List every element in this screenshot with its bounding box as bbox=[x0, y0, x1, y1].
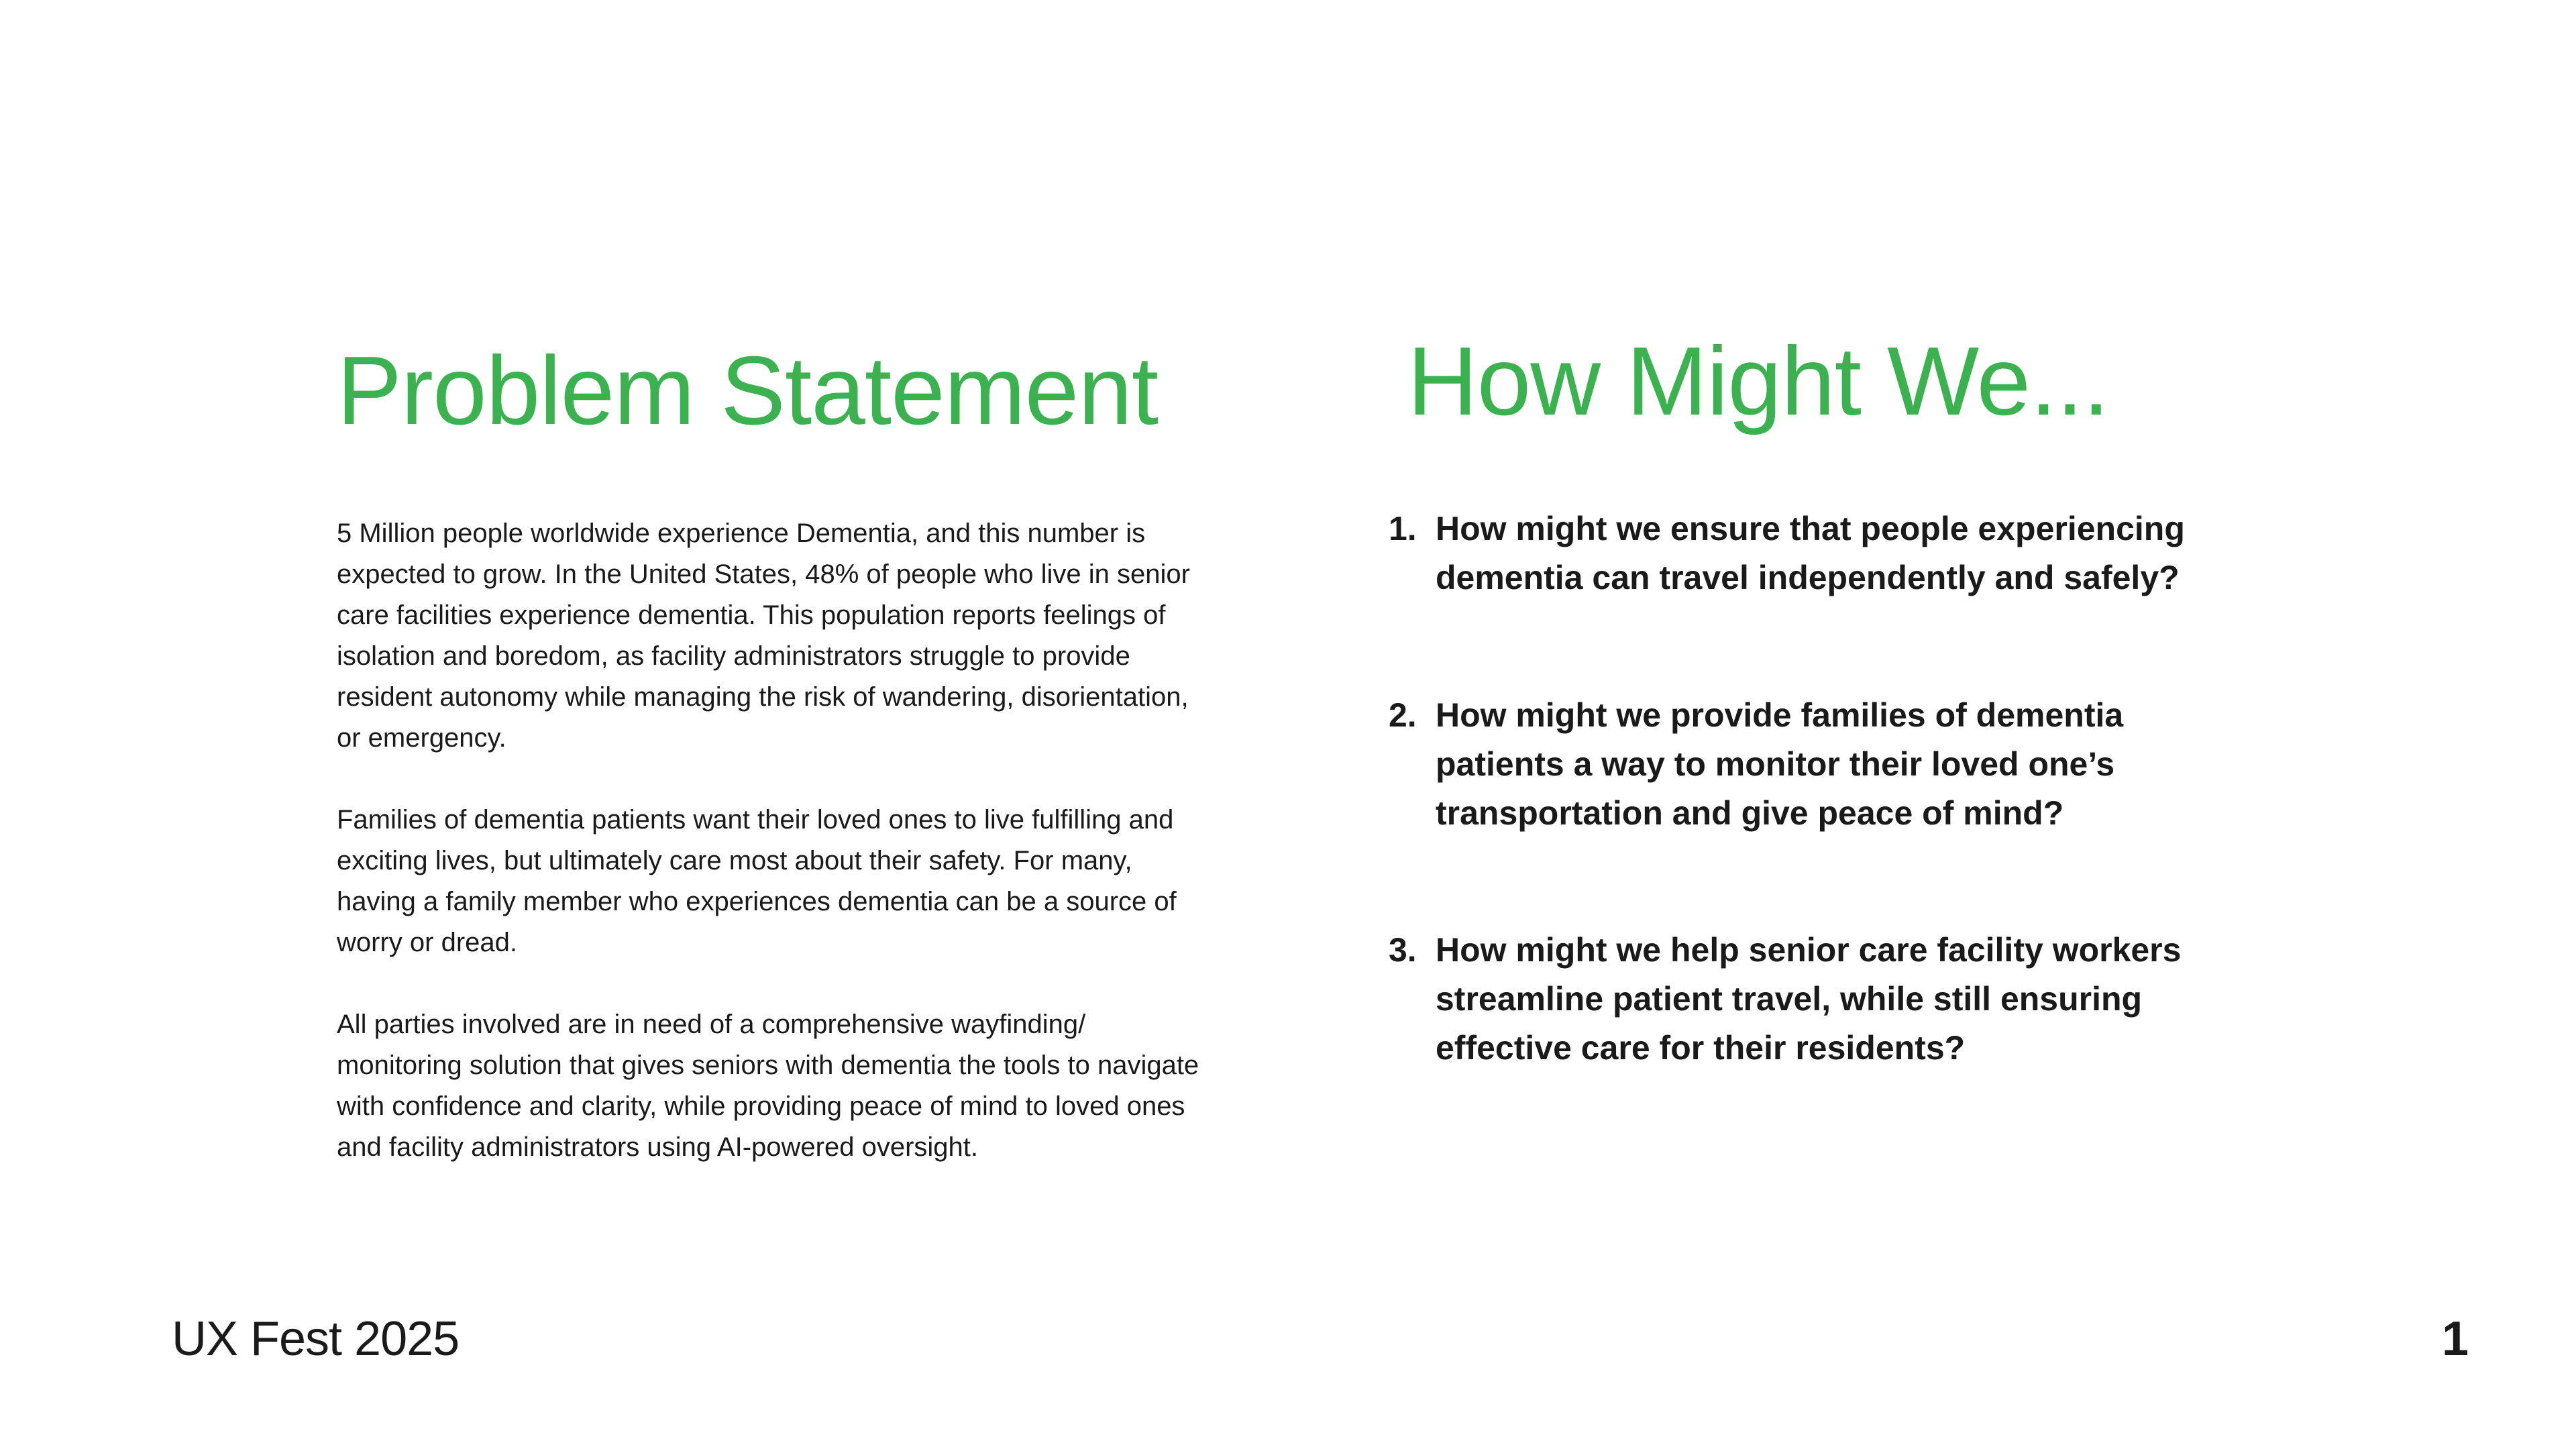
problem-paragraph: Families of dementia patients want their loved ones to live fulfilling and exciting lives, but ultimately care most about their safety. For many, having a family member who experiences dementia can be a source of worry or dread. bbox=[337, 805, 1177, 957]
item-text: How might we help senior care facility workers streamline patient travel, while still ensuring effective care for their residents? bbox=[1436, 931, 2182, 1067]
how-might-we-item bbox=[1389, 504, 2261, 602]
problem-paragraph: All parties involved are in need of a comprehensive wayfinding/ monitoring solution that gives seniors with dementia the tools to navigate with confidence and clarity, while providing peace of mind to loved ones and facility administrators using AI-powered oversight. bbox=[337, 1010, 1199, 1162]
how-might-we-item bbox=[1389, 691, 2261, 838]
item-number: 1. bbox=[1389, 510, 1417, 547]
item-text: How might we ensure that people experiencing dementia can travel independently and safely? bbox=[1436, 510, 2185, 596]
item-number: 3. bbox=[1389, 931, 1417, 969]
problem-paragraph: 5 Million people worldwide experience Dementia, and this number is expected to grow. In the United States, 48% of people who live in senior care facilities experience dementia. This population reports feelings of isolation and boredom, as facility administrators struggle to provide resident autonomy while managing the risk of wandering, disorientation, or emergency. bbox=[337, 519, 1190, 753]
item-number: 2. bbox=[1389, 696, 1417, 734]
problem-statement-heading: Problem Statement bbox=[337, 336, 1159, 445]
problem-statement-body bbox=[337, 513, 1209, 1168]
how-might-we-item bbox=[1389, 926, 2261, 1073]
how-might-we-heading: How Might We... bbox=[1407, 327, 2109, 435]
page-number: 1 bbox=[2441, 1312, 2469, 1366]
footer-event-title: UX Fest 2025 bbox=[172, 1312, 460, 1366]
item-text: How might we provide families of dementia patients a way to monitor their loved one’s transportation and give peace of mind? bbox=[1436, 696, 2124, 832]
